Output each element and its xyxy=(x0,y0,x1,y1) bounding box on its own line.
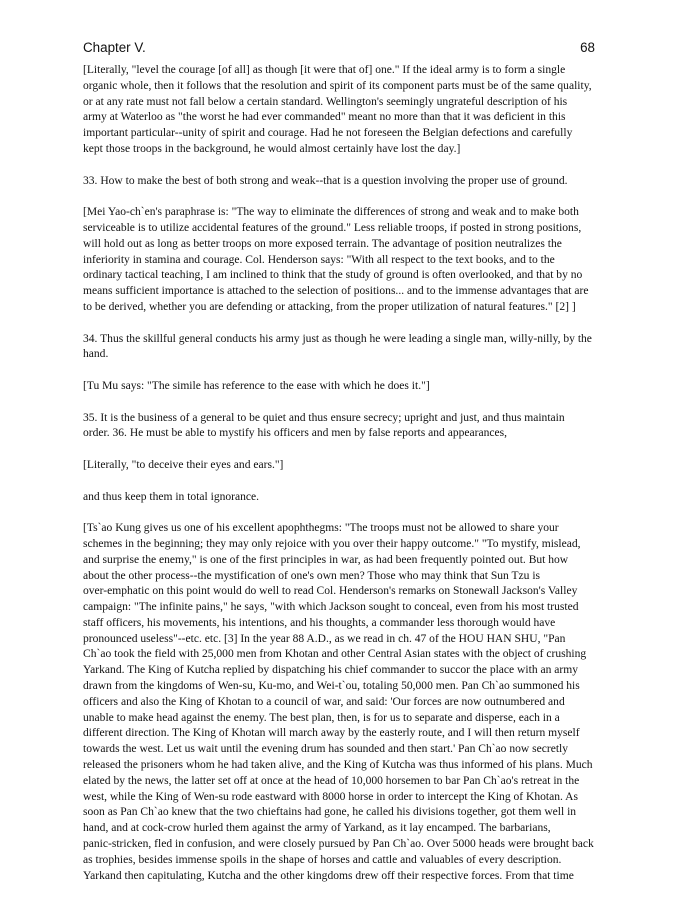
text-line: [Ts`ao Kung gives us one of his excellent apophthegms: "The troops must not be allowed to share your xyxy=(83,522,559,535)
text-line: towards the west. Let us wait until the evening drum has sounded and then start.' Pan Ch`ao now secretly xyxy=(83,743,569,756)
text-line: pronounced useless"--etc. etc. [3] In the year 88 A.D., as we read in ch. 47 of the HOU HAN SHU, "Pan xyxy=(83,632,566,645)
text-line: campaign: "The infinite pains," he says, "with which Jackson sought to conceal, even from his most trusted xyxy=(83,601,579,614)
text-line: different direction. The King of Khotan will march away by the easterly route, and I will then return myself xyxy=(83,727,580,740)
text-line: and thus keep them in total ignorance. xyxy=(83,490,260,503)
paragraph xyxy=(83,205,603,316)
text-line: 35. It is the business of a general to be quiet and thus ensure secrecy; upright and just, and thus maintain xyxy=(83,411,565,424)
text-line: west, while the King of Wen-su rode eastward with 8000 horse in order to intercept the King of Khotan. As xyxy=(83,790,578,803)
text-line: [Literally, "to deceive their eyes and ears."] xyxy=(83,458,284,471)
text-line: staff officers, his movements, his intentions, and his thoughts, a commander less thorough would have xyxy=(83,616,556,629)
text-line: army at Waterloo as "the worst he had ever commanded" meant no more than that it was deficient in this xyxy=(83,111,566,124)
text-line: hand, and at cock-crow hurled them against the army of Yarkand, as it lay encamped. The barbarians, xyxy=(83,822,551,835)
text-line: [Literally, "level the courage [of all] as though [it were that of] one." If the ideal army is to form a single xyxy=(83,64,566,76)
text-line: [Tu Mu says: "The simile has reference to the ease with which he does it."] xyxy=(83,379,430,392)
text-line: drawn from the kingdoms of Wen-su, Ku-mo, and Wei-t`ou, totaling 50,000 men. Pan Ch`ao summoned his xyxy=(83,680,580,693)
text-line: officers and also the King of Khotan to a council of war, and said: 'Our forces are now outnumbered and xyxy=(83,695,565,708)
paragraph xyxy=(83,411,603,443)
text-line: over-emphatic on this point would do well to read Col. Henderson's remarks on Stonewall Jackson's Valley xyxy=(83,585,578,598)
text-line: panic-stricken, fled in confusion, and were closely pursued by Pan Ch`ao. Over 5000 heads were brought back xyxy=(83,838,594,851)
text-line: organic whole, then it follows that the resolution and spirit of its component parts must be of the same quality, xyxy=(83,79,592,92)
page-header xyxy=(83,40,595,60)
text-line: about the other process--the mystification of one's own men? Those who may think that Sun Tzu is xyxy=(83,569,541,582)
text-line: serviceable is to utilize accidental features of the ground." Less reliable troops, if posted in strong positions, xyxy=(83,221,582,234)
text-line: schemes in the beginning; they may only rejoice with you over their happy outcome." "To mystify, mislead, xyxy=(83,537,581,550)
paragraph xyxy=(83,63,603,158)
page-number: 68 xyxy=(580,40,595,55)
paragraph xyxy=(83,490,603,506)
text-line: 33. How to make the best of both strong and weak--that is a question involving the proper use of ground. xyxy=(83,174,568,187)
text-line: released the prisoners whom he had taken alive, and the King of Kutcha was thus informed of his plans. Much xyxy=(83,759,593,772)
text-line: important particular--unity of spirit and courage. Had he not foreseen the Belgian defections and carefully xyxy=(83,127,573,140)
paragraph xyxy=(83,379,603,395)
text-line: inferiority in stamina and courage. Col. Henderson says: "With all respect to the text books, and to the xyxy=(83,253,555,266)
text-line: hand. xyxy=(83,348,109,361)
paragraph xyxy=(83,458,603,474)
text-line: means sufficient importance is attached to the selection of positions... and to the immense advantages that are xyxy=(83,285,589,298)
text-line: will hold out as long as better troops on more exposed terrain. The advantage of position neutralizes the xyxy=(83,237,562,250)
text-line: as trophies, besides immense spoils in the shape of horses and cattle and valuables of every description. xyxy=(83,853,562,866)
text-line: Yarkand then capitulating, Kutcha and the other kingdoms drew off their respective forces. From that time xyxy=(83,869,574,882)
chapter-title: Chapter V. xyxy=(83,40,146,55)
text-line: ordinary tactical teaching, I am inclined to think that the study of ground is often overlooked, and that by no xyxy=(83,269,583,282)
text-line: unable to make head against the enemy. The best plan, then, is for us to separate and disperse, each in a xyxy=(83,711,560,724)
paragraph xyxy=(83,174,603,190)
text-line: elated by the news, the latter set off at once at the head of 10,000 horsemen to bar Pan Ch`ao's retreat in the xyxy=(83,774,580,787)
paragraph xyxy=(83,332,603,364)
document-body xyxy=(83,63,603,900)
text-line: order. 36. He must be able to mystify his officers and men by false reports and appearances, xyxy=(83,427,508,440)
text-line: [Mei Yao-ch`en's paraphrase is: "The way to eliminate the differences of strong and weak and to make both xyxy=(83,206,579,219)
text-line: or at any rate must not fall below a certain standard. Wellington's seemingly ungrateful description of his xyxy=(83,95,568,108)
text-line: and surprise the enemy," is one of the first principles in war, as had been frequently pointed out. But how xyxy=(83,553,569,566)
text-line: to be derived, whether you are defending or attacking, from the proper utilization of natural features." [2] ] xyxy=(83,300,576,313)
text-line: Ch`ao took the field with 25,000 men from Khotan and other Central Asian states with the object of crushing xyxy=(83,648,587,661)
text-line: soon as Pan Ch`ao knew that the two chieftains had gone, he called his divisions together, got them well in xyxy=(83,806,577,819)
text-line: kept those troops in the background, he would almost certainly have lost the day.] xyxy=(83,142,461,155)
text-line: Yarkand. The King of Kutcha replied by dispatching his chief commander to succor the place with an army xyxy=(83,664,578,677)
text-line: 34. Thus the skillful general conducts his army just as though he were leading a single man, willy-nilly, by the xyxy=(83,332,592,345)
paragraph xyxy=(83,521,603,884)
